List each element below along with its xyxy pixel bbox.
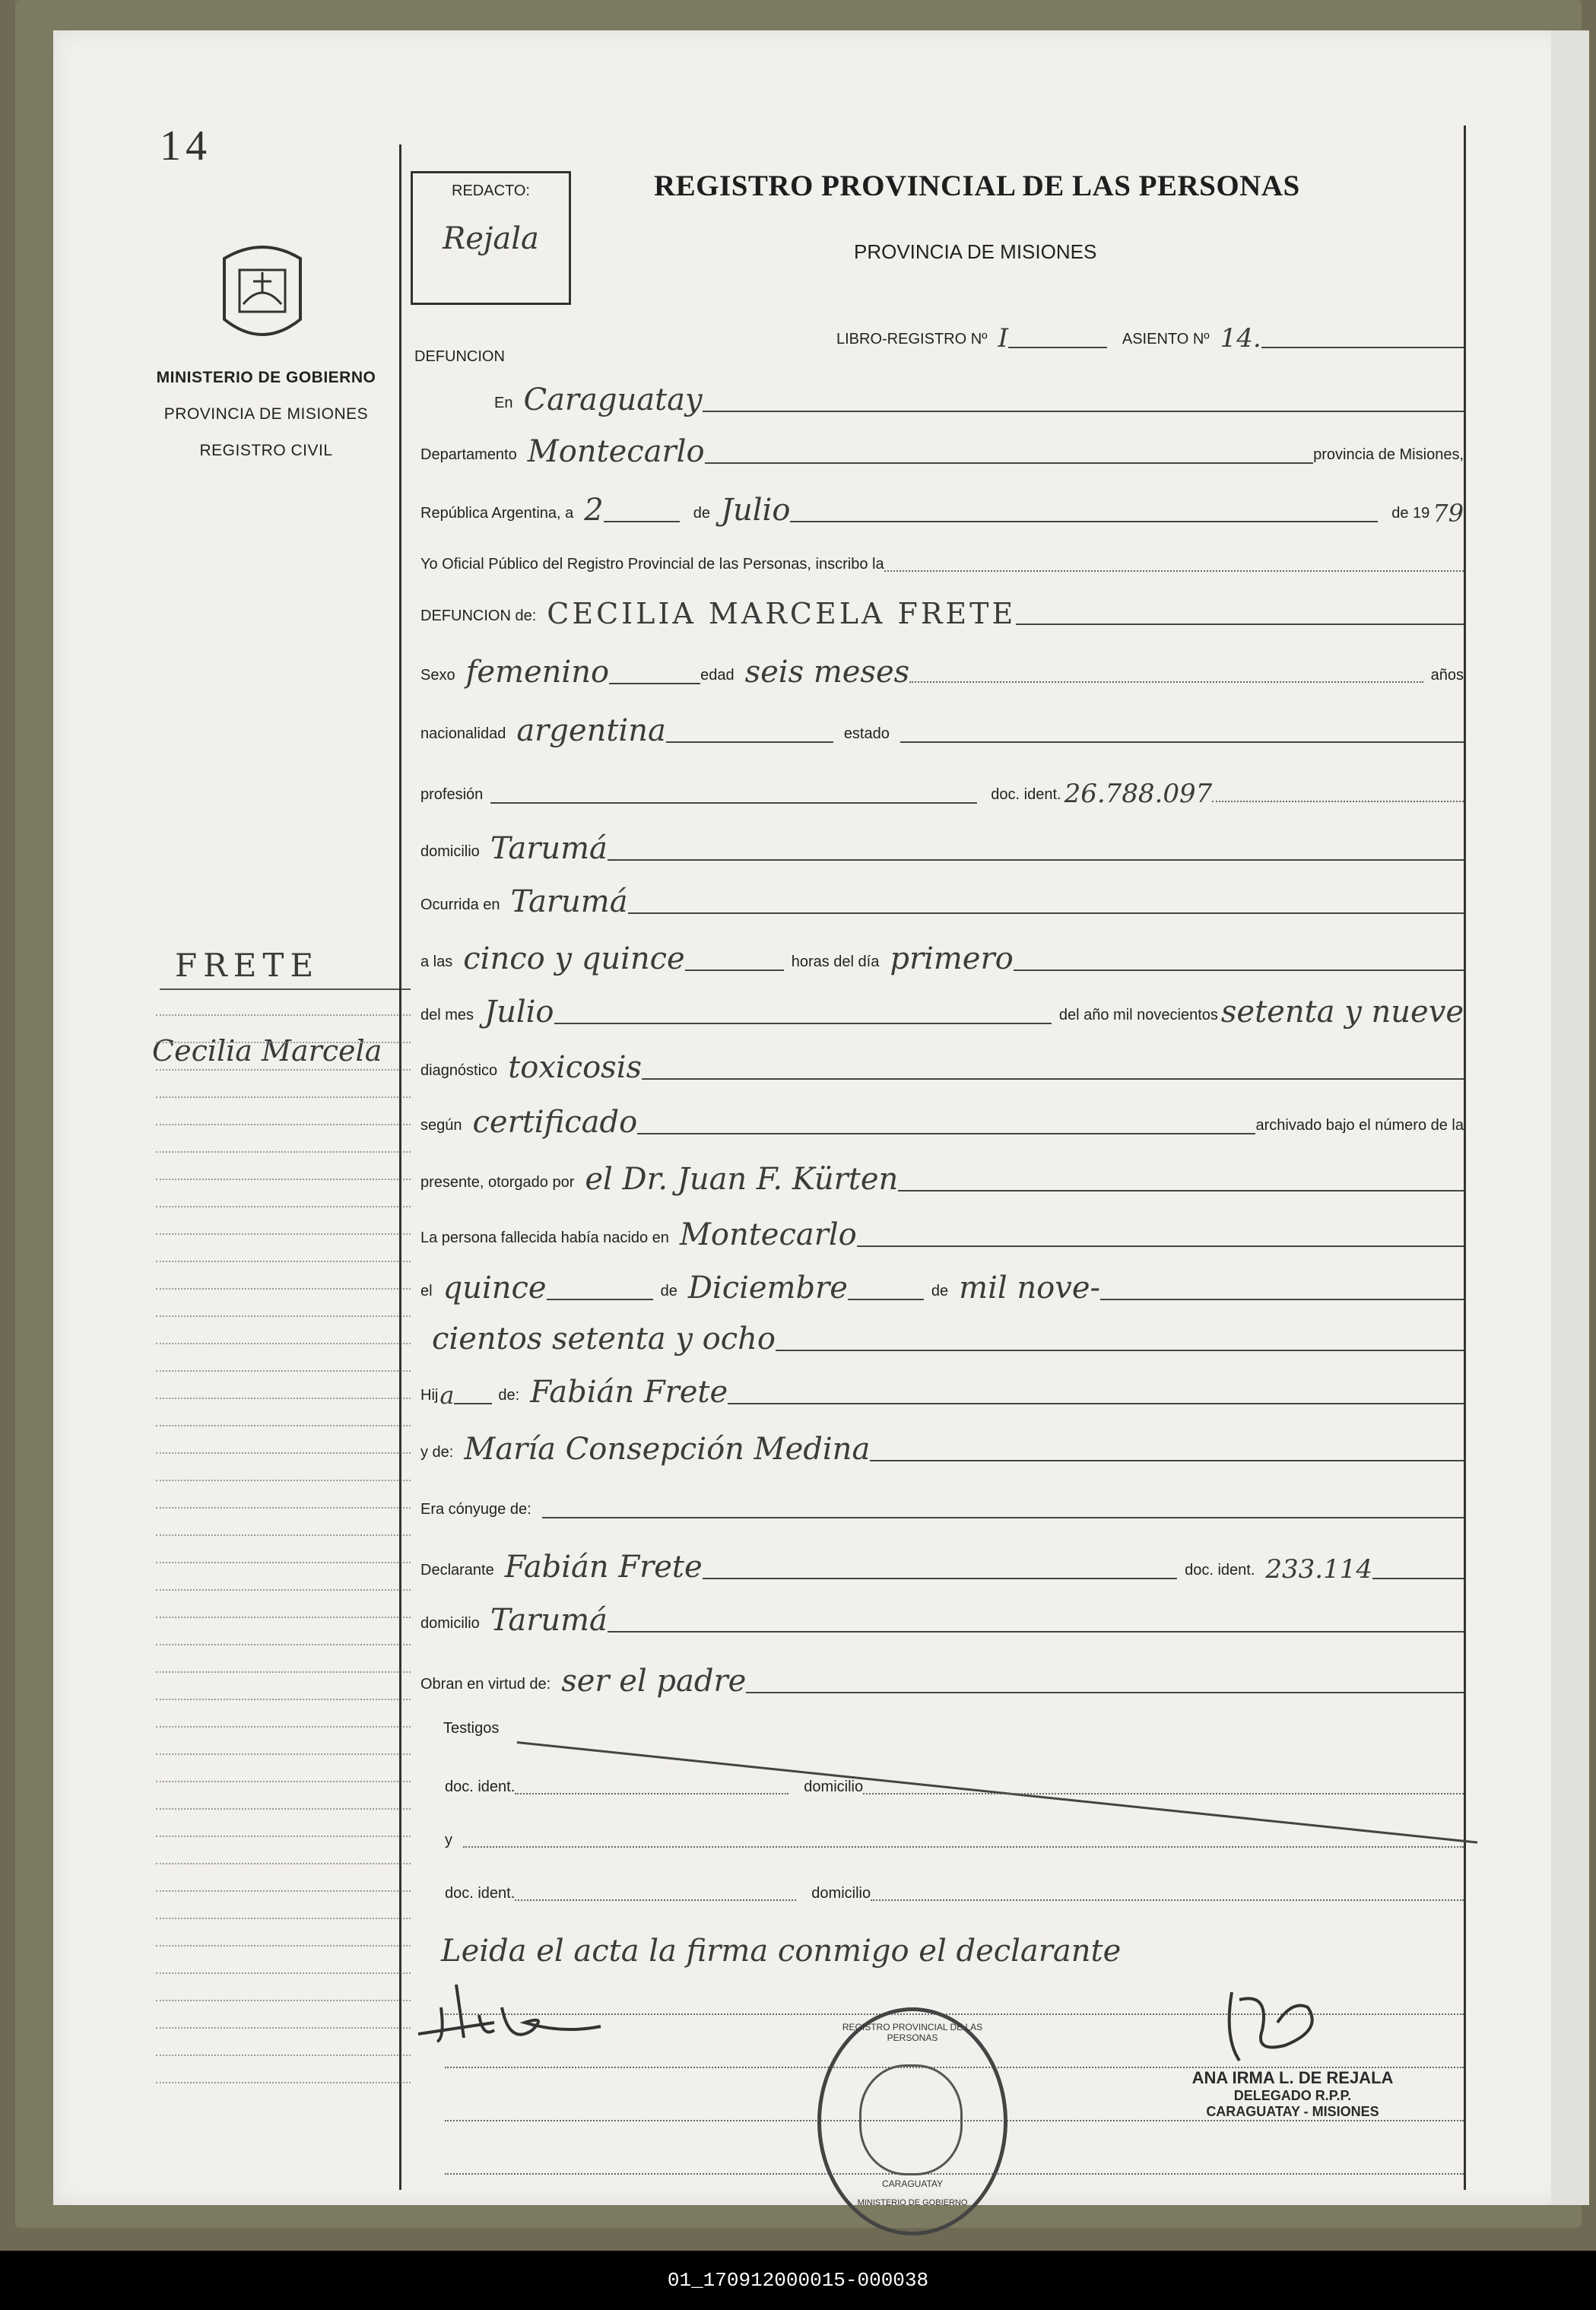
registry-title: REGISTRO PROVINCIAL DE LAS PERSONAS [654,170,1300,202]
departamento-value: Montecarlo [527,434,705,469]
seal-ministry: MINISTERIO DE GOBIERNO [857,2198,968,2207]
horas-dia-label: horas del día [791,954,880,970]
republica-label: República Argentina, a [420,505,574,522]
testigos-label: Testigos [443,1720,500,1737]
hijo-label: Hij [420,1387,439,1404]
registry-line: REGISTRO CIVIL [199,442,333,459]
diagnostico-value: toxicosis [508,1050,643,1085]
mes-row [420,992,1464,1029]
declarante-domicilio-value: Tarumá [490,1603,608,1638]
ocurrida-label: Ocurrida en [420,896,500,913]
domicilio-label: domicilio [420,843,480,860]
nacionalidad-row [420,711,1464,747]
madre-name: María Consepción Medina [464,1432,871,1467]
mes-label: del mes [420,1007,474,1023]
redacto-value: Rejala [443,221,539,256]
redacto-label: REDACTO: [452,182,530,199]
nacionalidad-label: nacionalidad [420,725,506,742]
hijo-de-label: de: [498,1387,520,1404]
redacto-box [411,171,571,305]
registry-seal [817,2007,1007,2235]
seal-text: REGISTRO PROVINCIAL DE LAS PERSONAS [842,2022,983,2043]
declarante-value: Fabián Frete [504,1550,703,1585]
folio-number: 14 [160,122,211,170]
margin-surname: FRETE [175,947,320,984]
book-spine [1551,30,1589,2205]
estado-label: estado [843,725,890,742]
province-line: PROVINCIA DE MISIONES [163,405,369,423]
profesion-label: profesión [420,786,484,803]
anos-label: años [1430,667,1464,684]
nacionalidad-value: argentina [516,713,666,748]
en-row [494,380,1464,417]
nacimiento-dia: quince [443,1271,547,1306]
ocurrida-value: Tarumá [510,884,628,919]
sexo-label: Sexo [420,667,455,684]
el-label: el [420,1283,433,1299]
nacido-row [420,1215,1464,1252]
testigo2-domicilio-label: domicilio [811,1885,871,1902]
asiento-label: ASIENTO Nº [1122,331,1210,347]
sexo-row [420,652,1464,689]
departamento-label: Departamento [420,446,517,463]
en-label: En [494,395,513,411]
conyuge-row [420,1487,1464,1523]
hijo-suffix: a [439,1381,455,1410]
testigo2-name-row [445,1817,1464,1854]
provincia-suffix: provincia de Misiones, [1313,446,1464,463]
otorgado-value: el Dr. Juan F. Kürten [585,1162,899,1197]
archivado-label: archivado bajo el número de la [1255,1117,1464,1134]
hijo-row [420,1372,1464,1409]
obran-row [420,1661,1464,1698]
stamp-locality: CARAGUATAY - MISIONES [1206,2104,1379,2119]
scan-identifier: 01_170912000015-000038 [0,2251,1596,2310]
declarante-doc-value: 233.114 [1265,1554,1372,1585]
ministry-line: MINISTERIO DE GOBIERNO [156,369,376,386]
domicilio-row [420,829,1464,865]
form-right-border [1464,125,1466,2190]
declarant-signature [411,1962,639,2053]
libro-label: LIBRO-REGISTRO Nº [836,331,988,347]
declarante-row [420,1547,1464,1584]
y-de-label: y de: [420,1444,454,1461]
profesion-row [420,772,1464,808]
libro-row [836,316,1464,353]
diagnostico-label: diagnóstico [420,1062,498,1079]
segun-value: certificado [472,1105,638,1140]
conyuge-label: Era cónyuge de: [420,1501,531,1518]
departamento-row [420,432,1464,468]
y-label: y [445,1832,452,1848]
en-value: Caraguatay [523,382,703,417]
declarante-label: Declarante [420,1562,494,1579]
edad-value: seis meses [744,655,910,690]
mes-value: Julio [720,493,791,528]
seal-emblem [859,2064,963,2175]
mes-texto: Julio [484,995,554,1030]
ministry-block [144,369,388,478]
dia-texto: primero [890,941,1014,976]
hora-row [420,939,1464,976]
otorgado-label: presente, otorgado por [420,1174,575,1191]
padre-name: Fabián Frete [530,1375,728,1410]
stamp-name: ANA IRMA L. DE REJALA [1191,2068,1394,2087]
libro-value: I [998,323,1008,354]
anio-value: 79 [1433,499,1464,528]
de-label-3: de [931,1283,949,1299]
nacimiento-anio-row [420,1319,1464,1356]
segun-label: según [420,1117,462,1134]
nacimiento-anio-2: cientos setenta y ocho [432,1322,776,1356]
defuncion-label: DEFUNCION [414,348,505,365]
margin-ruled-lines [156,988,411,2083]
declarante-domicilio-label: domicilio [420,1615,480,1632]
anio-texto: setenta y nueve [1220,995,1464,1030]
fecha-row [420,490,1464,527]
nacimiento-mes: Diciembre [687,1271,848,1306]
doc-ident-label: doc. ident. [991,786,1061,803]
testigo2-doc-label: doc. ident. [445,1885,516,1902]
diagnostico-row [420,1048,1464,1084]
ocurrida-row [420,882,1464,919]
segun-row [420,1103,1464,1139]
nacido-value: Montecarlo [679,1217,857,1252]
edad-label: edad [700,667,735,684]
testigo2-row [445,1871,1464,1907]
de-label-2: de [660,1283,677,1299]
hora-label: a las [420,954,453,970]
defuncion-de-label: DEFUNCION de: [420,608,537,624]
obran-value: ser el padre [561,1664,747,1699]
testigo1-row [445,1764,1464,1801]
madre-row [420,1429,1464,1466]
de-label: de [693,505,710,522]
oficial-row [420,541,1464,578]
testigo1-domicilio-label: domicilio [804,1779,864,1795]
nacido-label: La persona fallecida había nacido en [420,1230,669,1246]
seal-locality: CARAGUATAY [881,2178,943,2189]
domicilio-value: Tarumá [490,831,608,866]
hora-value: cinco y quince [463,941,685,976]
officer-signature [1201,1977,1353,2076]
registry-subtitle: PROVINCIA DE MISIONES [854,240,1097,263]
margin-given-names: Cecilia Marcela [152,1034,382,1068]
nacimiento-anio-1: mil nove- [959,1271,1100,1306]
anio-mil-label: del año mil novecientos [1058,1007,1218,1023]
testigo1-doc-label: doc. ident. [445,1779,516,1795]
declarante-doc-label: doc. ident. [1185,1562,1255,1579]
stamp-title: DELEGADO R.P.P. [1233,2088,1352,2103]
leida-text: Leida el acta la firma conmigo el declarante [441,1934,1122,1969]
declarante-domicilio-row [420,1601,1464,1637]
nacimiento-fecha-row [420,1268,1464,1305]
doc-ident-value: 26.788.097 [1064,779,1213,809]
provincial-crest-icon [217,236,308,350]
form-left-border [399,144,401,2190]
officer-stamp [1133,2068,1452,2120]
obran-label: Obran en virtud de: [420,1676,551,1693]
asiento-value: 14. [1220,323,1261,354]
oficial-text: Yo Oficial Público del Registro Provincial de las Personas, inscribo la [420,556,884,573]
deceased-name: CECILIA MARCELA FRETE [547,597,1017,630]
sexo-value: femenino [465,655,610,690]
otorgado-row [420,1160,1464,1196]
dia-value: 2 [584,493,604,528]
defuncion-de-row [420,593,1464,630]
anio-label: de 19 [1391,505,1430,522]
